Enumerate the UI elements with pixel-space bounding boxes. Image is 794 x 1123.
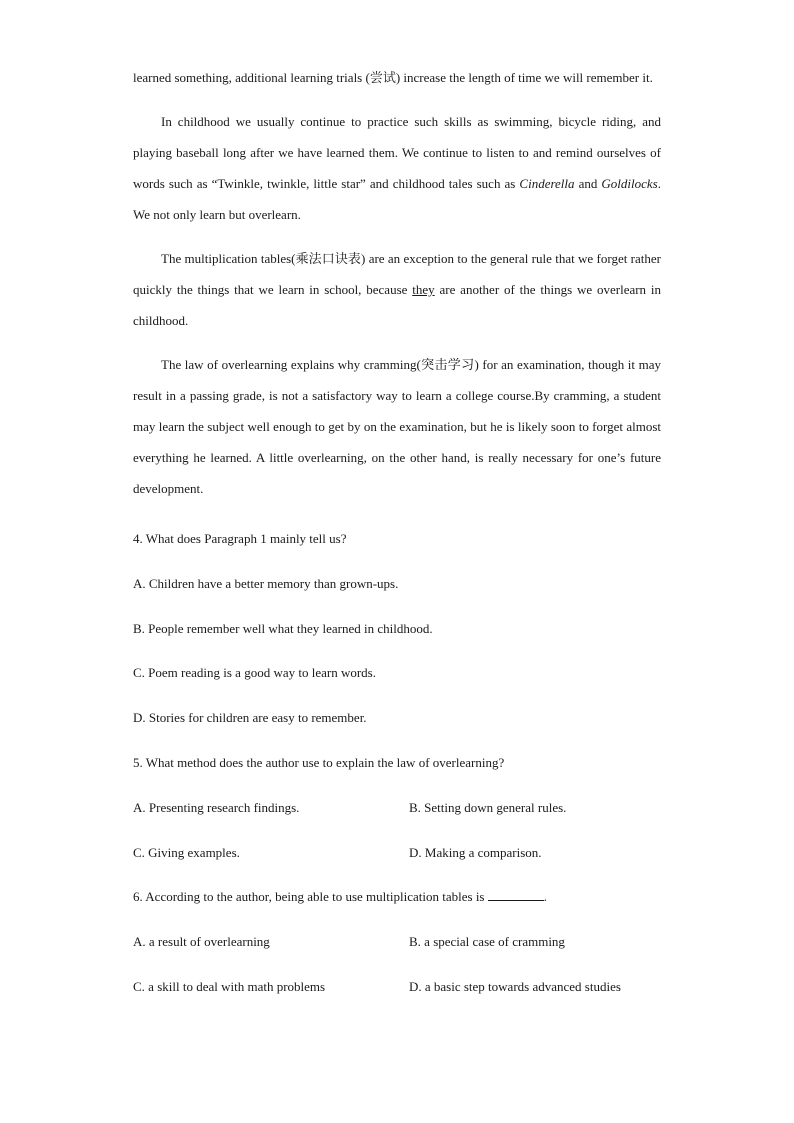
paragraph-text: . We not only learn but overlearn.	[133, 176, 661, 222]
paragraph-text: The multiplication tables(乘法口诀表) are an exception to the general rule that we forget rather quickly the things that we learn in school, because	[133, 251, 661, 297]
option-b: B. People remember well what they learned in childhood.	[133, 620, 433, 636]
passage-paragraph-3: The law of overlearning explains why cramming(突击学习) for an examination, though it may result in a passing grade, is not a satisfactory way to learn a college course.By cramming, a student may learn the subject well enough to get by on the examination, but he is likely soon to forget almost everything he learned. A little overlearning, on the other hand, is really necessary for one’s future development.	[133, 357, 661, 496]
underlined-word: they	[412, 282, 435, 297]
option-a: A. Presenting research findings.	[133, 799, 300, 815]
passage-paragraph-1	[133, 106, 661, 230]
document-page	[133, 62, 661, 1010]
option-d: D. Making a comparison.	[409, 844, 542, 860]
question-stem	[133, 875, 661, 920]
paragraph-text: are another of the things we overlearn in childhood.	[133, 282, 662, 328]
option-a: A. Children have a better memory than grown-ups.	[133, 575, 399, 591]
book-title-goldilocks: Goldilocks	[601, 176, 658, 191]
passage-paragraph-2	[133, 243, 661, 336]
question-stem: 4. What does Paragraph 1 mainly tell us?	[133, 531, 347, 546]
question-6	[133, 875, 661, 1009]
question-stem: 5. What method does the author use to explain the law of overlearning?	[133, 754, 505, 770]
option-b: B. a special case of cramming	[409, 934, 565, 950]
option-row	[133, 831, 661, 876]
question-4	[133, 517, 661, 741]
option-row	[133, 965, 661, 1010]
book-title-cinderella: Cinderella	[519, 176, 575, 191]
question-5	[133, 741, 661, 875]
option-b: B. Setting down general rules.	[409, 799, 567, 815]
option-c: C. Giving examples.	[133, 844, 240, 860]
option-c: C. Poem reading is a good way to learn words.	[133, 665, 376, 681]
option-c: C. a skill to deal with math problems	[133, 978, 326, 994]
option-d: D. Stories for children are easy to remember.	[133, 710, 367, 726]
option-row	[133, 920, 661, 965]
option-d: D. a basic step towards advanced studies	[409, 978, 621, 994]
stem-text: .	[543, 889, 547, 905]
option-row	[133, 786, 661, 831]
paragraph-text: and	[574, 176, 602, 191]
answer-blank	[488, 889, 544, 901]
option-a: A. a result of overlearning	[133, 934, 270, 950]
stem-text: 6. According to the author, being able to use multiplication tables is	[133, 889, 488, 905]
passage-paragraph-0: learned something, additional learning trials (尝试) increase the length of time we will remember it.	[133, 70, 653, 85]
paragraph-text: In childhood we usually continue to practice such skills as swimming, bicycle riding, and playing baseball long after we have learned them. We continue to listen to and remind ourselves of words such as “Twinkle, twinkle, little star” and childhood tales such as	[133, 114, 661, 191]
